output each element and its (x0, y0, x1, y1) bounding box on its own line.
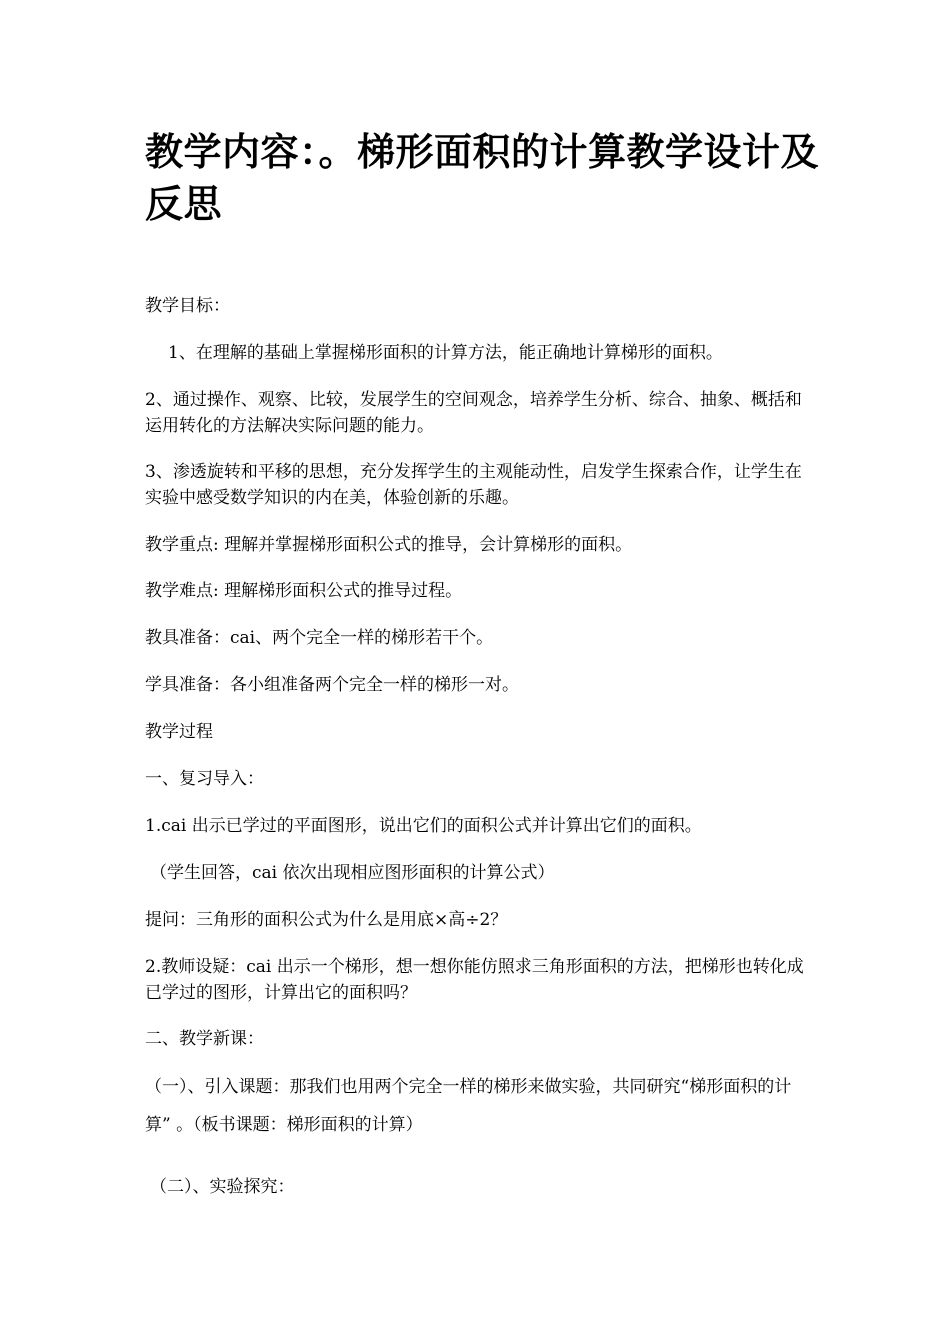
paragraph-experiment: （二）、实验探究： (150, 1177, 295, 1197)
paragraph-goal-1: 1、在理解的基础上掌握梯形面积的计算方法，能正确地计算梯形的面积。 (168, 343, 723, 363)
paragraph-student-aids: 学具准备：各小组准备两个完全一样的梯形一对。 (145, 675, 519, 695)
paragraph-goal-2: 2、通过操作、观察、比较，发展学生的空间观念，培养学生分析、综合、抽象、概括和运用转化的方法解决实际问题的能力。 (145, 390, 802, 436)
paragraph-question: 提问：三角形的面积公式为什么是用底×高÷2？ (145, 910, 508, 930)
paragraph-key-points: 教学重点: 理解并掌握梯形面积公式的推导，会计算梯形的面积。 (145, 535, 633, 555)
paragraph-difficulties: 教学难点: 理解梯形面积公式的推导过程。 (145, 581, 463, 601)
paragraph-student-answer: （学生回答，cai 依次出现相应图形面积的计算公式） (150, 863, 555, 883)
paragraph-goal-3: 3、渗透旋转和平移的思想，充分发挥学生的主观能动性，启发学生探索合作，让学生在实验中感受数学知识的内在美，体验创新的乐趣。 (145, 462, 802, 508)
paragraph-review-2: 2.教师设疑：cai 出示一个梯形，想一想你能仿照求三角形面积的方法，把梯形也转化成已学过的图形，计算出它的面积吗？ (145, 957, 804, 1003)
paragraph-teaching-goals-heading: 教学目标： (145, 296, 230, 316)
paragraph-section-new-lesson: 二、教学新课： (145, 1029, 264, 1049)
paragraph-introduce-topic: （一）、引入课题：那我们也用两个完全一样的梯形来做实验，共同研究“梯形面积的计算” 。（板书课题：梯形面积的计算） (145, 1077, 792, 1135)
paragraph-review-1: 1.cai 出示已学过的平面图形，说出它们的面积公式并计算出它们的面积。 (145, 816, 702, 836)
document-title: 教学内容：。梯形面积的计算教学设计及反思 (145, 130, 820, 226)
paragraph-section-review: 一、复习导入： (145, 769, 264, 789)
paragraph-process-heading: 教学过程 (145, 722, 213, 742)
paragraph-teaching-aids: 教具准备：cai、两个完全一样的梯形若干个。 (145, 628, 494, 648)
